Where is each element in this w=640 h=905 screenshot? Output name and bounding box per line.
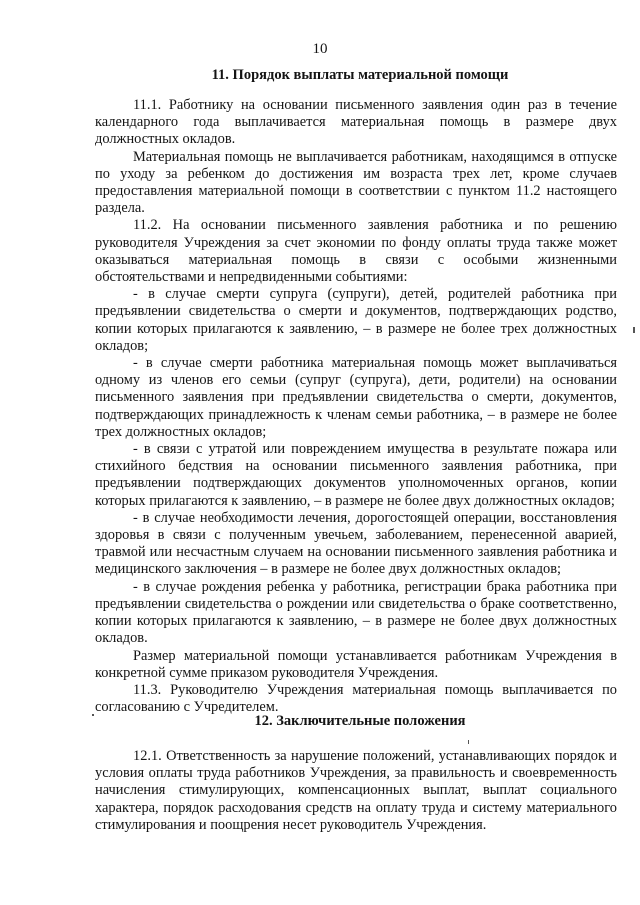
section-11-body bbox=[95, 97, 617, 716]
list-item: - в случае необходимости лечения, дорогостоящей операции, восстановления здоровья в связи с полученным увечьем, заболеванием, перенесенной аварией, травмой или несчастным случаем на основании письменного заявления работника и медицинского заключения – в размере не более двух должностных окладов; bbox=[95, 509, 617, 578]
list-item: - в связи с утратой или повреждением имущества в результате пожара или стихийного бедствия на основании письменного заявления работника, при предъявлении подтверждающих документов уполномоченных органов, копии которых прилагаются к заявлению, – в размере не более двух должностных окладов; bbox=[95, 441, 617, 509]
list-item: - в случае рождения ребенка у работника, регистрации брака работника при предъявлении свидетельства о рождении или свидетельства о браке соответственно, копии которых прилагаются к заявлению, – в размере не более двух должностных окладов. bbox=[95, 578, 617, 647]
scan-speck bbox=[633, 327, 635, 333]
section-12-body bbox=[95, 748, 617, 834]
section-11-title: 11. Порядок выплаты материальной помощи bbox=[211, 67, 509, 83]
paragraph: Материальная помощь не выплачивается работникам, находящимся в отпуске по уходу за ребенком до достижения им возраста трех лет, кроме случаев предоставления материальной помощи в соответствии с пунктом 11.2 настоящего раздела. bbox=[95, 148, 617, 217]
paragraph: 11.3. Руководителю Учреждения материальная помощь выплачивается по согласованию с Учредителем. bbox=[95, 681, 617, 716]
paragraph: Размер материальной помощи устанавливается работникам Учреждения в конкретной сумме приказом руководителя Учреждения. bbox=[95, 647, 617, 681]
page-number: 10 bbox=[312, 41, 328, 57]
paragraph: 12.1. Ответственность за нарушение положений, устанавливающих порядок и условия оплаты труда работников Учреждения, за правильность и своевременность начисления стимулирующих, компенсационных выплат, выплат социального характера, порядок расходования средств на оплату труда и систему материального стимулирования и поощрения несет руководитель Учреждения. bbox=[95, 748, 617, 833]
section-12-title: 12. Заключительные положения bbox=[254, 713, 466, 729]
list-item: - в случае смерти работника материальная помощь может выплачиваться одному из членов его семьи (супруг (супруга), дети, родители) на основании письменного заявления при предъявлении свидетельства о смерти, документов, подтверждающих принадлежность к членам семьи работника, – в размере не более трех должностных окладов; bbox=[95, 355, 617, 440]
list-item: - в случае смерти супруга (супруги), детей, родителей работника при предъявлении свидетельства о смерти и документов, подтверждающих родство, копии которых прилагаются к заявлению, – в размере не более трех должностных окладов; bbox=[95, 286, 617, 354]
scan-speck bbox=[468, 740, 469, 744]
paragraph: 11.2. На основании письменного заявления работника и по решению руководителя Учреждения за счет экономии по фонду оплаты труда также может оказываться материальная помощь в связи с особыми жизненными обстоятельствами и непредвиденными событиями: bbox=[95, 217, 617, 286]
paragraph: 11.1. Работнику на основании письменного заявления один раз в течение календарного года выплачивается материальная помощь в размере двух должностных окладов. bbox=[95, 97, 617, 148]
scan-speck bbox=[92, 714, 94, 716]
